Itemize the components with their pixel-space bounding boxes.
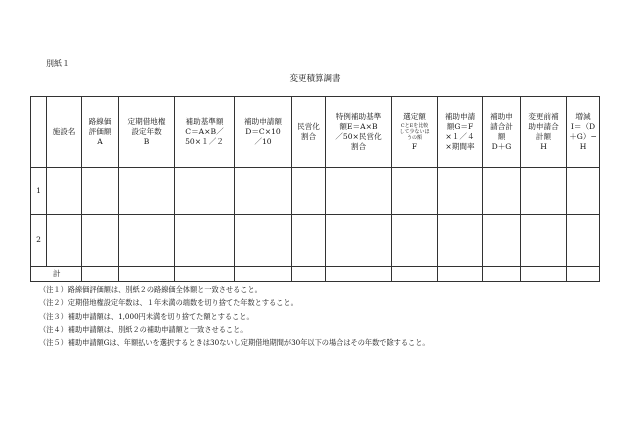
- table-cell[interactable]: [82, 267, 119, 282]
- table-cell[interactable]: [292, 215, 326, 267]
- table-cell[interactable]: [438, 215, 483, 267]
- header-row: [31, 97, 600, 168]
- table-cell[interactable]: [392, 168, 438, 215]
- header-road-price: 路線価 評価額 A: [82, 97, 119, 168]
- note-item: （注１）路線価評価額は、別紙２の路線価全体額と一致させること。: [39, 285, 262, 294]
- table-cell[interactable]: [567, 267, 600, 282]
- table-row: [31, 215, 600, 267]
- total-row: [31, 267, 600, 282]
- header-lease-years: 定期借地権 設定年数 B: [119, 97, 175, 168]
- table-cell[interactable]: [292, 168, 326, 215]
- table-cell[interactable]: [292, 267, 326, 282]
- table-cell[interactable]: [175, 267, 235, 282]
- table-cell[interactable]: [521, 267, 567, 282]
- header-previous-total: 変更前補 助申請合 計額 H: [521, 97, 567, 168]
- table-cell[interactable]: [392, 267, 438, 282]
- header-subsidy-request-g: 補助申請 額G＝F ×１／４ ×期間率: [438, 97, 483, 168]
- header-special-base: 特例補助基準 額E＝A×B ／50×民営化 割合: [326, 97, 392, 168]
- header-subsidy-request: 補助申請額 D＝C×10 ／10: [235, 97, 292, 168]
- table-cell[interactable]: [483, 168, 521, 215]
- table-cell[interactable]: [567, 215, 600, 267]
- table-cell[interactable]: [567, 168, 600, 215]
- page-title: 変更積算調書: [289, 74, 341, 84]
- table-cell[interactable]: [47, 168, 82, 215]
- note-item: （注５）補助申請額Gは、年額払いを選択するときは30ないし定期借地期間が30年以下の場合はその年数で除すること。: [39, 338, 430, 348]
- table-cell[interactable]: [521, 168, 567, 215]
- table-cell[interactable]: [326, 215, 392, 267]
- notes-list: [39, 283, 430, 349]
- table-cell[interactable]: [235, 168, 292, 215]
- document-label: 別紙１: [46, 59, 70, 68]
- table-cell[interactable]: [175, 168, 235, 215]
- table-cell[interactable]: [326, 267, 392, 282]
- header-subsidy-base: 補助基準額 C＝A×B／ 50×１／２: [175, 97, 235, 168]
- table-cell[interactable]: [392, 215, 438, 267]
- header-corner: [31, 97, 47, 168]
- note-item: （注２）定期借地権設定年数は、１年未満の端数を切り捨てた年数とすること。: [39, 298, 298, 308]
- header-difference: 増減 I＝（D ＋G）− H: [567, 97, 600, 168]
- table-cell[interactable]: [82, 215, 119, 267]
- table-cell[interactable]: [47, 215, 82, 267]
- note-item: （注４）補助申請額は、別紙２の補助申請額と一致させること。: [39, 324, 248, 334]
- row-number: 1: [31, 168, 47, 215]
- header-privatization-ratio: 民営化 割合: [292, 97, 326, 168]
- header-selected-amount: 選定額 CとEを比較 して少ないほ うの額 F: [392, 97, 438, 168]
- table-cell[interactable]: [119, 215, 175, 267]
- header-request-total: 補助申 請合計 額 D＋G: [483, 97, 521, 168]
- table-cell[interactable]: [235, 267, 292, 282]
- header-facility-name: 施設名: [47, 97, 82, 168]
- table-cell[interactable]: [175, 215, 235, 267]
- table-cell[interactable]: [438, 168, 483, 215]
- total-label: 計: [31, 267, 82, 282]
- estimate-table: [30, 96, 600, 282]
- table-cell[interactable]: [82, 168, 119, 215]
- table-cell[interactable]: [438, 267, 483, 282]
- table-cell[interactable]: [521, 215, 567, 267]
- table-cell[interactable]: [326, 168, 392, 215]
- table-cell[interactable]: [119, 168, 175, 215]
- table-cell[interactable]: [119, 267, 175, 282]
- note-item: （注３）補助申請額は、1,000円未満を切り捨てた額とすること。: [39, 311, 254, 321]
- table-cell[interactable]: [483, 267, 521, 282]
- row-number: 2: [31, 215, 47, 267]
- table-cell[interactable]: [235, 215, 292, 267]
- table-cell[interactable]: [483, 215, 521, 267]
- table-row: [31, 168, 600, 215]
